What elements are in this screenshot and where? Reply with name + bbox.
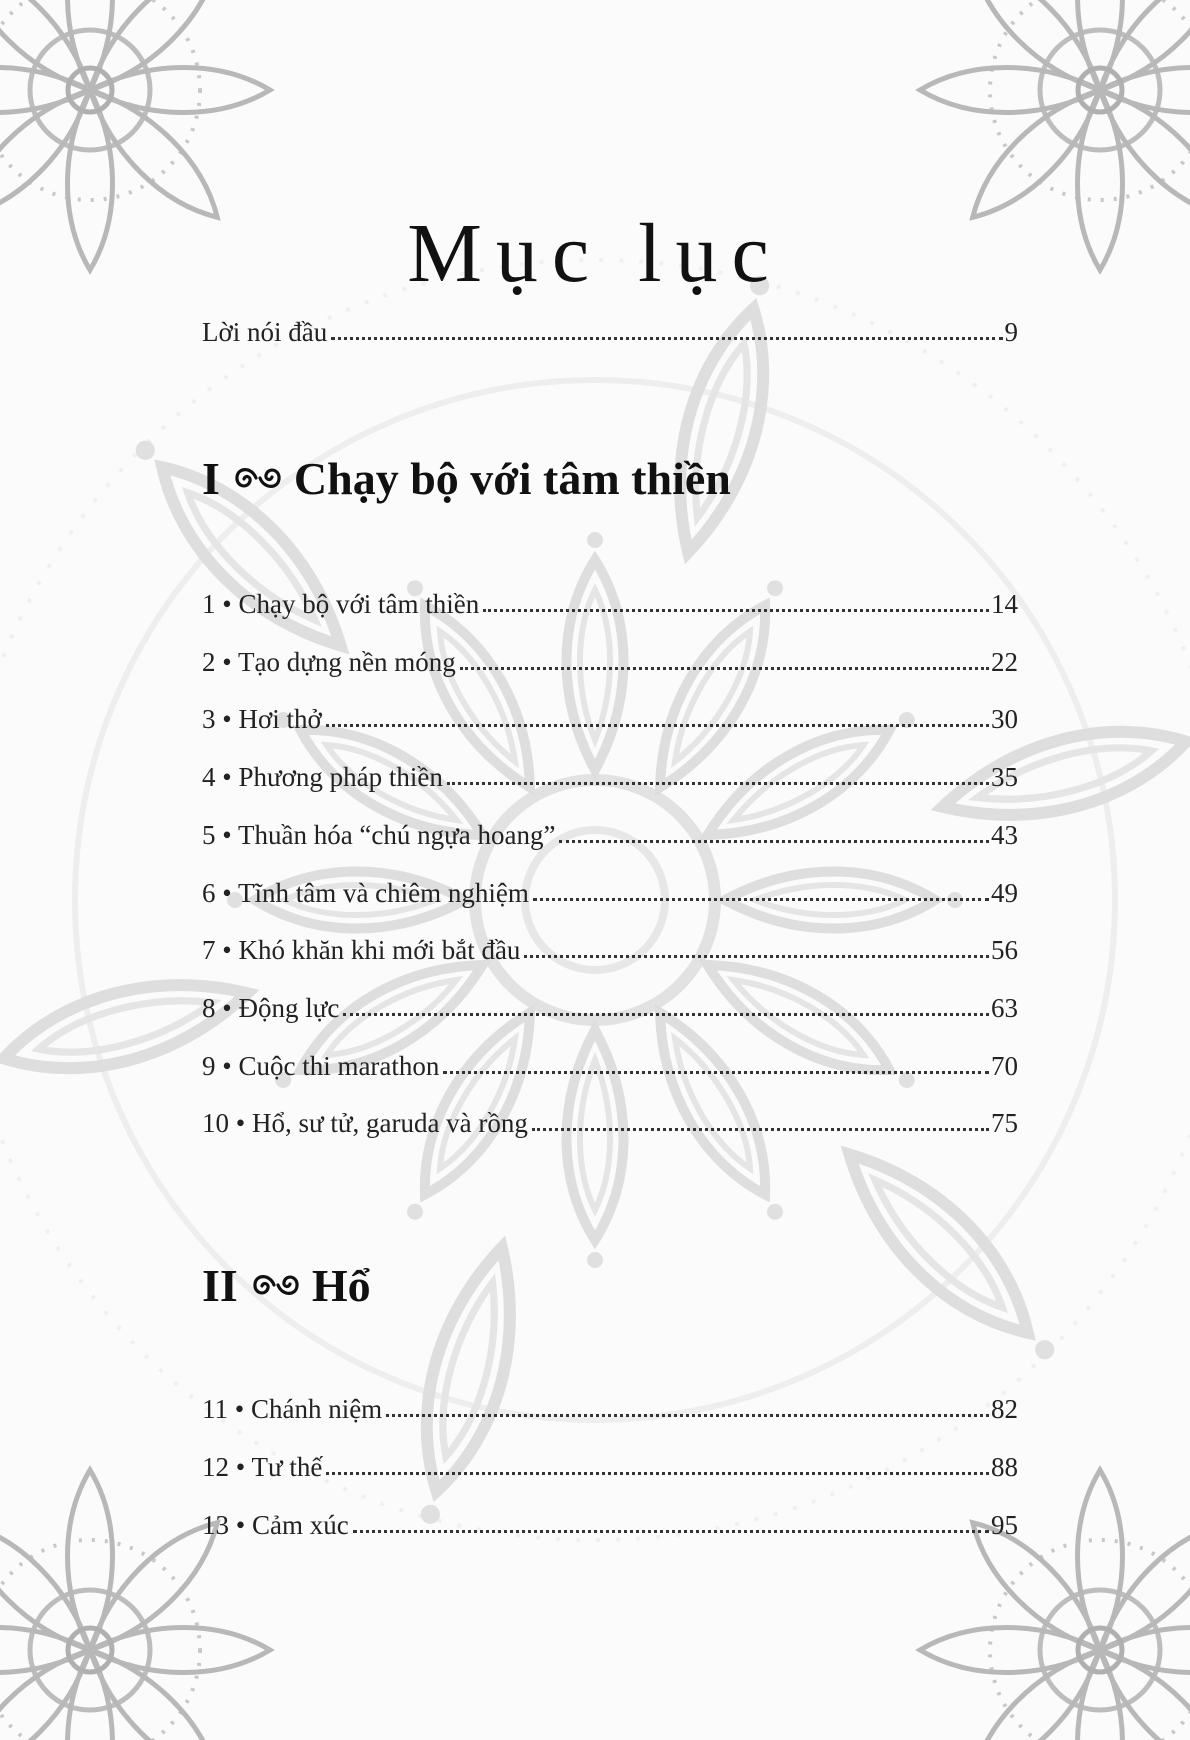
part-heading-1 [202, 450, 731, 506]
toc-entry-label: 4 • Phương pháp thiền [202, 762, 443, 792]
toc-entry-label: 10 • Hổ, sư tử, garuda và rồng [202, 1108, 528, 1138]
part-title: Hổ [311, 1259, 371, 1311]
dot-leader [524, 955, 989, 958]
toc-entry-page: 9 [1004, 317, 1018, 347]
toc-entry[interactable] [202, 582, 1018, 618]
page-title: Mục lục [407, 207, 783, 300]
toc-entry[interactable] [202, 871, 1018, 907]
dot-leader [533, 898, 989, 901]
dot-leader [443, 1071, 989, 1074]
toc-entry-label: 3 • Hơi thở [202, 704, 322, 734]
toc-entry-label: 7 • Khó khăn khi mới bắt đầu [202, 935, 521, 965]
toc-entry-label: 11 • Chánh niệm [202, 1394, 383, 1424]
toc-entry[interactable] [202, 1445, 1018, 1481]
dot-leader [483, 609, 989, 612]
part-heading-2 [202, 1257, 371, 1313]
toc-entry[interactable] [202, 640, 1018, 676]
toc-entry-label: 9 • Cuộc thi marathon [202, 1051, 440, 1081]
toc-entry-label: 2 • Tạo dựng nền móng [202, 647, 456, 677]
toc-entry-page: 75 [991, 1108, 1018, 1138]
toc-entry[interactable] [202, 697, 1018, 733]
toc-entry-label: 8 • Động lực [202, 993, 340, 1023]
toc-entry[interactable] [202, 1101, 1018, 1137]
toc-entry[interactable] [202, 1503, 1018, 1539]
toc-entry[interactable] [202, 928, 1018, 964]
part-title: Chạy bộ với tâm thiền [293, 452, 731, 504]
toc-entry-page: 49 [991, 878, 1018, 908]
toc-entry-label: 6 • Tĩnh tâm và chiêm nghiệm [202, 878, 529, 908]
toc-entry-label: 13 • Cảm xúc [202, 1510, 349, 1540]
toc-entry-page: 56 [991, 935, 1018, 965]
toc-entry-label: 5 • Thuần hóa “chú ngựa hoang” [202, 820, 556, 850]
dot-leader [331, 337, 1002, 340]
dot-leader [343, 1013, 989, 1016]
dot-leader [532, 1128, 989, 1131]
toc-entry[interactable] [202, 813, 1018, 849]
toc-entry[interactable] [202, 1387, 1018, 1423]
toc-entry-preface[interactable] [202, 310, 1018, 346]
toc-entry-page: 95 [991, 1510, 1018, 1540]
dot-leader [559, 840, 989, 843]
part-numeral: II [202, 1259, 238, 1311]
toc-entry-page: 43 [991, 820, 1018, 850]
swirl-ornament-icon [250, 1270, 302, 1300]
dot-leader [326, 1472, 989, 1475]
part-numeral: I [202, 452, 220, 504]
toc-entry-page: 82 [991, 1394, 1018, 1424]
toc-entry[interactable] [202, 1044, 1018, 1080]
dot-leader [386, 1414, 989, 1417]
toc-entry-label: Lời nói đầu [202, 317, 328, 347]
dot-leader [353, 1530, 989, 1533]
toc-entry[interactable] [202, 986, 1018, 1022]
toc-entry-page: 14 [991, 589, 1018, 619]
dot-leader [326, 724, 989, 727]
toc-entry-page: 70 [991, 1051, 1018, 1081]
swirl-ornament-icon [232, 463, 284, 493]
toc-entry[interactable] [202, 755, 1018, 791]
toc-entry-label: 12 • Tư thế [202, 1452, 323, 1482]
dot-leader [447, 782, 989, 785]
toc-entry-page: 30 [991, 704, 1018, 734]
dot-leader [460, 667, 989, 670]
toc-entry-page: 63 [991, 993, 1018, 1023]
toc-entry-page: 22 [991, 647, 1018, 677]
toc-entry-page: 88 [991, 1452, 1018, 1482]
toc-entry-page: 35 [991, 762, 1018, 792]
toc-entry-label: 1 • Chạy bộ với tâm thiền [202, 589, 480, 619]
